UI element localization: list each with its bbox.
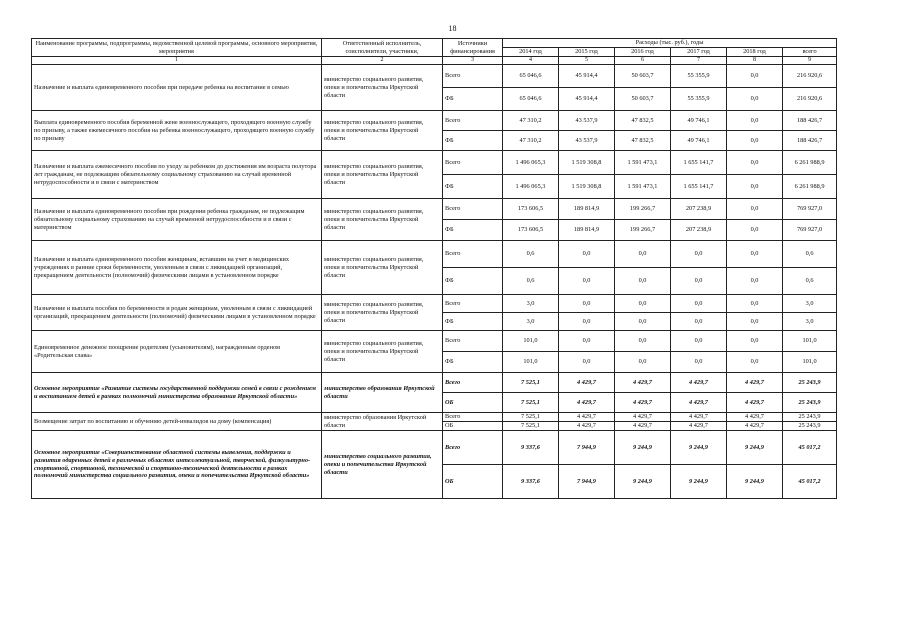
amount-cell: 0,0	[727, 268, 783, 295]
funding-source: ФБ	[443, 131, 503, 151]
responsible-executor: министерство социального развития, опеки и попечительства Иркутской области	[322, 199, 443, 241]
table-row	[32, 151, 837, 175]
activity-name: Основное мероприятие «Совершенствование областной системы выявления, поддержки и развития одаренных детей в различных областях интеллектуальной, творческой, физкультурно-спортивной, спортивной, технической и спортивно-технической деятельности в рамках полномочий министерства социального развития, опеки и попечительства Иркутской области»	[32, 431, 322, 499]
header-year: 2014 год	[503, 48, 559, 57]
header-name: Наименование программы, подпрограммы, ведомственной целевой программы, основного мероприятия, мероприятия	[32, 39, 322, 57]
table-row	[32, 199, 837, 220]
funding-source: Всего	[443, 431, 503, 465]
amount-cell: 65 046,6	[503, 65, 559, 88]
amount-cell: 4 429,7	[559, 413, 615, 422]
amount-cell: 9 337,6	[503, 431, 559, 465]
amount-cell: 4 429,7	[671, 373, 727, 393]
table-row	[32, 413, 837, 422]
activity-name: Назначение и выплата единовременного пособия женщинам, вставшим на учет в медицинских учреждениях в ранние сроки беременности, уволенным в связи с ликвидацией организаций, прекращением деятельности (полномочий) физическими лицами в установленном порядке	[32, 241, 322, 295]
table-row	[32, 373, 837, 393]
amount-cell: 0,0	[615, 313, 671, 331]
header-year: 2016 год	[615, 48, 671, 57]
amount-cell: 0,0	[671, 331, 727, 352]
amount-cell: 7 525,1	[503, 393, 559, 413]
amount-cell: 9 337,6	[503, 465, 559, 499]
column-index: 1	[32, 57, 322, 65]
funding-source: ФБ	[443, 352, 503, 373]
activity-name: Возмещение затрат по воспитанию и обучению детей-инвалидов на дому (компенсация)	[32, 413, 322, 431]
amount-cell: 4 429,7	[615, 413, 671, 422]
responsible-executor: министерство социального развития, опеки и попечительства Иркутской области	[322, 65, 443, 111]
header-year: 2018 год	[727, 48, 783, 57]
amount-cell: 4 429,7	[615, 393, 671, 413]
amount-cell: 0,0	[615, 331, 671, 352]
amount-cell: 9 244,9	[727, 431, 783, 465]
funding-source: ФБ	[443, 313, 503, 331]
funding-source: Всего	[443, 331, 503, 352]
amount-cell: 0,0	[615, 268, 671, 295]
amount-cell: 0,0	[727, 241, 783, 268]
activity-name: Единовременное денежное поощрение родителям (усыновителям), награжденным орденом «Родительская слава»	[32, 331, 322, 373]
total-cell: 45 017,2	[783, 465, 837, 499]
amount-cell: 49 746,1	[671, 131, 727, 151]
budget-table-body	[32, 65, 837, 499]
amount-cell: 1 591 473,1	[615, 175, 671, 199]
amount-cell: 0,0	[559, 352, 615, 373]
amount-cell: 0,0	[671, 352, 727, 373]
amount-cell: 47 832,5	[615, 111, 671, 131]
amount-cell: 4 429,7	[727, 413, 783, 422]
amount-cell: 4 429,7	[559, 393, 615, 413]
amount-cell: 9 244,9	[727, 465, 783, 499]
funding-source: ОБ	[443, 393, 503, 413]
amount-cell: 101,0	[503, 331, 559, 352]
amount-cell: 0,0	[559, 331, 615, 352]
column-index: 7	[671, 57, 727, 65]
header-year: 2015 год	[559, 48, 615, 57]
amount-cell: 0,0	[727, 313, 783, 331]
responsible-executor: министерство социального развития, опеки и попечительства Иркутской области	[322, 111, 443, 151]
funding-source: ФБ	[443, 88, 503, 111]
activity-name: Выплата единовременного пособия беременной жене военнослужащего, проходящего военную службу по призыву, а также ежемесячного пособия на ребенка военнослужащего, проходящего военную службу по призыву	[32, 111, 322, 151]
funding-source: ОБ	[443, 465, 503, 499]
column-index: 6	[615, 57, 671, 65]
amount-cell: 0,0	[727, 111, 783, 131]
table-row	[32, 331, 837, 352]
amount-cell: 173 606,5	[503, 220, 559, 241]
funding-source: Всего	[443, 65, 503, 88]
column-index: 5	[559, 57, 615, 65]
amount-cell: 0,6	[503, 241, 559, 268]
amount-cell: 9 244,9	[671, 431, 727, 465]
responsible-executor: министерство социального развития, опеки и попечительства Иркутской области	[322, 431, 443, 499]
table-row	[32, 241, 837, 268]
amount-cell: 47 832,5	[615, 131, 671, 151]
amount-cell: 9 244,9	[615, 431, 671, 465]
activity-name: Основное мероприятие «Развитие системы государственной поддержки семей в связи с рождением и воспитанием детей в рамках полномочий министерства образования Иркутской области»	[32, 373, 322, 413]
total-cell: 6 261 988,9	[783, 175, 837, 199]
column-index: 2	[322, 57, 443, 65]
amount-cell: 189 814,9	[559, 220, 615, 241]
amount-cell: 4 429,7	[671, 413, 727, 422]
total-cell: 3,0	[783, 313, 837, 331]
total-cell: 25 243,9	[783, 422, 837, 431]
total-cell: 188 426,7	[783, 111, 837, 131]
funding-source: Всего	[443, 151, 503, 175]
total-cell: 769 927,0	[783, 199, 837, 220]
amount-cell: 0,0	[727, 295, 783, 313]
total-cell: 0,6	[783, 241, 837, 268]
amount-cell: 47 310,2	[503, 131, 559, 151]
amount-cell: 0,0	[671, 268, 727, 295]
amount-cell: 4 429,7	[559, 373, 615, 393]
amount-cell: 4 429,7	[671, 422, 727, 431]
responsible-executor: министерство социального развития, опеки и попечительства Иркутской области	[322, 331, 443, 373]
responsible-executor: министерство социального развития, опеки и попечительства Иркутской области	[322, 295, 443, 331]
header-total: всего	[783, 48, 837, 57]
amount-cell: 1 519 308,8	[559, 175, 615, 199]
amount-cell: 101,0	[503, 352, 559, 373]
header-costs: Расходы (тыс. руб.), годы	[503, 39, 837, 48]
amount-cell: 4 429,7	[615, 422, 671, 431]
amount-cell: 43 537,9	[559, 131, 615, 151]
responsible-executor: министерство образования Иркутской области	[322, 373, 443, 413]
amount-cell: 4 429,7	[727, 393, 783, 413]
amount-cell: 50 603,7	[615, 65, 671, 88]
funding-source: ОБ	[443, 422, 503, 431]
amount-cell: 0,0	[727, 88, 783, 111]
amount-cell: 1 655 141,7	[671, 175, 727, 199]
amount-cell: 207 238,9	[671, 199, 727, 220]
total-cell: 101,0	[783, 352, 837, 373]
total-cell: 6 261 988,9	[783, 151, 837, 175]
amount-cell: 0,0	[727, 65, 783, 88]
header-year: 2017 год	[671, 48, 727, 57]
amount-cell: 0,0	[727, 175, 783, 199]
amount-cell: 199 266,7	[615, 220, 671, 241]
amount-cell: 9 244,9	[671, 465, 727, 499]
total-cell: 25 243,9	[783, 413, 837, 422]
responsible-executor: министерство образования Иркутской области	[322, 413, 443, 431]
amount-cell: 55 355,9	[671, 65, 727, 88]
amount-cell: 1 655 141,7	[671, 151, 727, 175]
funding-source: Всего	[443, 295, 503, 313]
total-cell: 25 243,9	[783, 393, 837, 413]
total-cell: 45 017,2	[783, 431, 837, 465]
amount-cell: 7 525,1	[503, 373, 559, 393]
activity-name: Назначение и выплата единовременного пособия при рождении ребенка гражданам, не подлежащим обязательному социальному страхованию на случай временной нетрудоспособности и в связи с материнством	[32, 199, 322, 241]
column-index: 9	[783, 57, 837, 65]
amount-cell: 1 519 308,8	[559, 151, 615, 175]
amount-cell: 0,0	[615, 295, 671, 313]
amount-cell: 50 603,7	[615, 88, 671, 111]
amount-cell: 0,0	[559, 295, 615, 313]
funding-source: ФБ	[443, 268, 503, 295]
amount-cell: 0,0	[727, 131, 783, 151]
amount-cell: 1 496 065,3	[503, 175, 559, 199]
total-cell: 769 927,0	[783, 220, 837, 241]
amount-cell: 43 537,9	[559, 111, 615, 131]
amount-cell: 199 266,7	[615, 199, 671, 220]
responsible-executor: министерство социального развития, опеки и попечительства Иркутской области	[322, 151, 443, 199]
total-cell: 101,0	[783, 331, 837, 352]
amount-cell: 55 355,9	[671, 88, 727, 111]
amount-cell: 1 591 473,1	[615, 151, 671, 175]
amount-cell: 0,0	[559, 313, 615, 331]
amount-cell: 0,0	[559, 241, 615, 268]
column-index: 3	[443, 57, 503, 65]
amount-cell: 0,0	[727, 151, 783, 175]
column-index: 8	[727, 57, 783, 65]
amount-cell: 173 606,5	[503, 199, 559, 220]
amount-cell: 0,0	[671, 241, 727, 268]
budget-table	[31, 38, 837, 499]
amount-cell: 45 914,4	[559, 65, 615, 88]
amount-cell: 0,0	[727, 331, 783, 352]
funding-source: Всего	[443, 413, 503, 422]
amount-cell: 207 238,9	[671, 220, 727, 241]
column-index: 4	[503, 57, 559, 65]
total-cell: 0,6	[783, 268, 837, 295]
amount-cell: 7 525,1	[503, 422, 559, 431]
amount-cell: 4 429,7	[615, 373, 671, 393]
table-row	[32, 65, 837, 88]
table-row	[32, 295, 837, 313]
amount-cell: 3,0	[503, 295, 559, 313]
total-cell: 3,0	[783, 295, 837, 313]
amount-cell: 1 496 065,3	[503, 151, 559, 175]
total-cell: 216 920,6	[783, 65, 837, 88]
funding-source: Всего	[443, 111, 503, 131]
activity-name: Назначение и выплата пособия по беременности и родам женщинам, уволенным в связи с ликвидацией организаций, прекращением деятельности (полномочий) физическими лицами в установленном порядке	[32, 295, 322, 331]
total-cell: 188 426,7	[783, 131, 837, 151]
header-source: Источники финансирования	[443, 39, 503, 57]
total-cell: 25 243,9	[783, 373, 837, 393]
responsible-executor: министерство социального развития, опеки и попечительства Иркутской области	[322, 241, 443, 295]
amount-cell: 0,0	[615, 241, 671, 268]
amount-cell: 0,0	[559, 268, 615, 295]
funding-source: Всего	[443, 373, 503, 393]
amount-cell: 4 429,7	[727, 373, 783, 393]
activity-name: Назначение и выплата единовременного пособия при передаче ребенка на воспитание в семью	[32, 65, 322, 111]
amount-cell: 4 429,7	[559, 422, 615, 431]
amount-cell: 0,6	[503, 268, 559, 295]
amount-cell: 4 429,7	[671, 393, 727, 413]
amount-cell: 7 944,9	[559, 465, 615, 499]
amount-cell: 0,0	[727, 199, 783, 220]
table-row	[32, 111, 837, 131]
amount-cell: 0,0	[671, 295, 727, 313]
amount-cell: 0,0	[727, 352, 783, 373]
amount-cell: 7 944,9	[559, 431, 615, 465]
amount-cell: 49 746,1	[671, 111, 727, 131]
amount-cell: 0,0	[671, 313, 727, 331]
total-cell: 216 920,6	[783, 88, 837, 111]
funding-source: Всего	[443, 199, 503, 220]
amount-cell: 4 429,7	[727, 422, 783, 431]
amount-cell: 0,0	[727, 220, 783, 241]
page-number: 18	[448, 24, 457, 33]
amount-cell: 3,0	[503, 313, 559, 331]
amount-cell: 7 525,1	[503, 413, 559, 422]
header-executor: Ответственный исполнитель, соисполнители, участники,	[322, 39, 443, 57]
amount-cell: 65 046,6	[503, 88, 559, 111]
amount-cell: 189 814,9	[559, 199, 615, 220]
funding-source: ФБ	[443, 220, 503, 241]
amount-cell: 9 244,9	[615, 465, 671, 499]
table-row	[32, 431, 837, 465]
amount-cell: 0,0	[615, 352, 671, 373]
amount-cell: 47 310,2	[503, 111, 559, 131]
funding-source: Всего	[443, 241, 503, 268]
funding-source: ФБ	[443, 175, 503, 199]
activity-name: Назначение и выплата ежемесячного пособия по уходу за ребенком до достижения им возраста полутора лет гражданам, не подлежащим обязательному социальному страхованию на случай временной нетрудоспособности и в связи с материнством	[32, 151, 322, 199]
amount-cell: 45 914,4	[559, 88, 615, 111]
